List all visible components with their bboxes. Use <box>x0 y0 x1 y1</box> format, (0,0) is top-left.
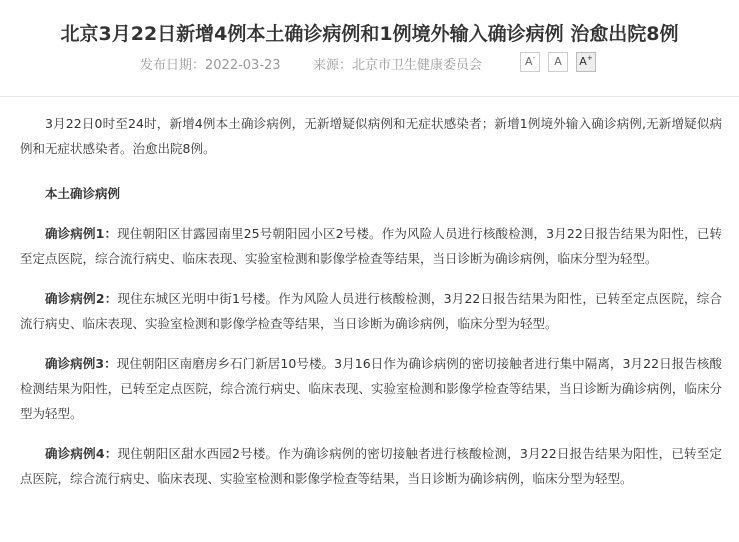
font-increase-plus-icon: + <box>586 54 593 62</box>
font-decrease-button[interactable] <box>520 52 540 72</box>
article-body <box>20 111 722 506</box>
section-heading: 本土确诊病例 <box>45 186 121 201</box>
case-text: 现住朝阳区甜水西园2号楼。作为确诊病例的密切接触者进行核酸检测，3月22日报告结果为阳性，已转至定点医院，综合流行病史、临床表现、实验室检测和影像学检查等结果，当日诊断为确诊病例，临床分型为轻型。 <box>20 446 722 486</box>
case-text: 现住朝阳区南磨房乡石门新居10号楼。3月16日作为确诊病例的密切接触者进行集中隔离，3月22日报告核酸检测结果为阳性，已转至定点医院，综合流行病史、临床表现、实验室检测和影像学检查等结果，当日诊断为确诊病例，临床分型为轻型。 <box>20 356 722 421</box>
case-paragraph <box>20 441 722 491</box>
font-reset-button[interactable] <box>548 52 568 72</box>
case-label: 确诊病例4： <box>45 446 118 461</box>
case-paragraph <box>20 351 722 426</box>
font-increase-label: A <box>579 55 587 68</box>
font-reset-label: A <box>554 55 562 68</box>
summary-paragraph: 3月22日0时至24时，新增4例本土确诊病例，无新增疑似病例和无症状感染者；新增1例境外输入确诊病例,无新增疑似病例和无症状感染者。治愈出院8例。 <box>20 116 722 156</box>
article-meta <box>0 52 739 74</box>
case-text: 现住朝阳区甘露园南里25号朝阳园小区2号楼。作为风险人员进行核酸检测，3月22日报告结果为阳性，已转至定点医院，综合流行病史、临床表现、实验室检测和影像学检查等结果，当日诊断为确诊病例，临床分型为轻型。 <box>20 226 722 266</box>
case-paragraph <box>20 221 722 271</box>
case-text: 现住东城区光明中街1号楼。作为风险人员进行核酸检测，3月22日报告结果为阳性，已转至定点医院，综合流行病史、临床表现、实验室检测和影像学检查等结果，当日诊断为确诊病例，临床分型为轻型。 <box>20 291 722 331</box>
font-decrease-minus-icon: - <box>532 54 536 62</box>
header-divider <box>0 96 739 97</box>
case-label: 确诊病例2： <box>45 291 118 306</box>
article-source: 来源：北京市卫生健康委员会 <box>313 58 483 73</box>
font-increase-button[interactable] <box>576 52 596 72</box>
publish-date: 发布日期：2022-03-23 <box>140 58 281 73</box>
case-label: 确诊病例3： <box>45 356 117 371</box>
article-title: 北京3月22日新增4例本土确诊病例和1例境外输入确诊病例 治愈出院8例 <box>60 22 679 45</box>
case-paragraph <box>20 286 722 336</box>
font-decrease-label: A <box>524 55 533 68</box>
case-label: 确诊病例1： <box>45 226 118 241</box>
